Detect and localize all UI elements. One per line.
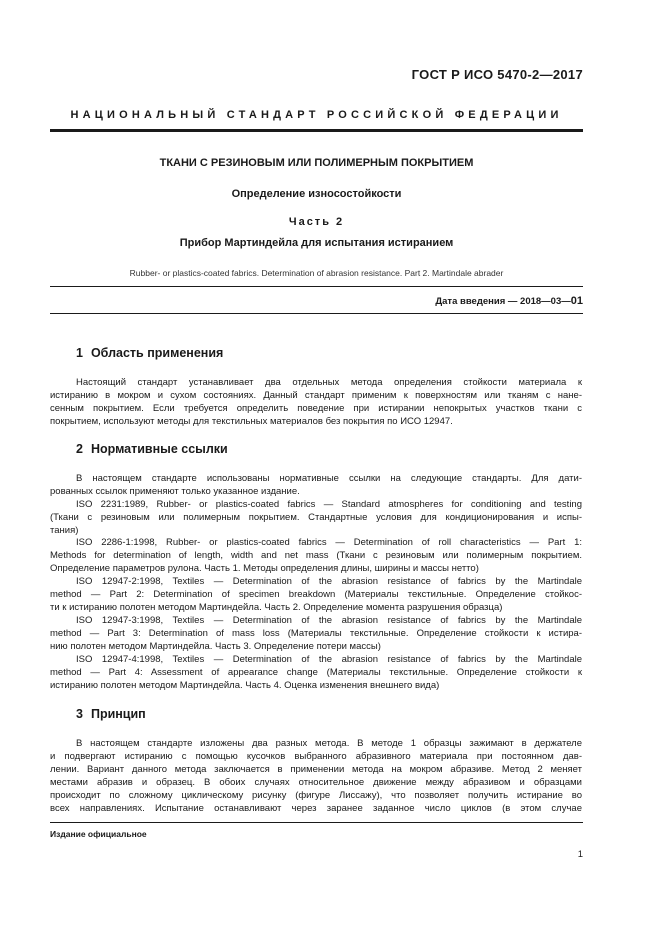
section-number: 3	[76, 707, 83, 721]
document-subtitle: Определение износостойкости	[231, 188, 402, 200]
part-title: Прибор Мартиндейла для испытания истиранием	[179, 237, 454, 249]
intro-date-day: 01	[570, 295, 583, 307]
text-line: покрытием, используют методы для текстильных материалов без покрытия по ИСО 12947.	[50, 415, 453, 427]
title-rule	[50, 286, 583, 287]
text-line: method — Part 2: Determination of specimen breakdown (Материалы текстильные. Определение стойкос-	[50, 588, 582, 600]
text-line: лении. Вариант данного метода заключается в применении метода на мокром абразиве. Метод 2 меняет	[50, 763, 582, 775]
reference-entry	[50, 576, 582, 615]
text-line: тания)	[50, 524, 79, 536]
text-line: всех направлениях. Испытание останавливают через заранее заданное число циклов (в этом случае	[50, 802, 582, 814]
text-line: В настоящем стандарте использованы нормативные ссылки на следующие стандарты. Для дати-	[76, 473, 582, 484]
page-number: 1	[577, 849, 583, 860]
text-line: местами абразив и образец. В обоих случаях относительное движение между абразивом и образцами	[50, 776, 582, 788]
text-line: ISO 12947-3:1998, Textiles — Determination of the abrasion resistance of fabrics by the Martindale	[76, 615, 582, 626]
section-title: Принцип	[90, 707, 146, 721]
section-heading	[76, 707, 146, 721]
text-line: (Ткани с резиновым или полимерным покрытием. Стандартные условия для кондиционирования и испы-	[50, 511, 582, 523]
text-line: В настоящем стандарте изложены два разных метода. В методе 1 образцы зажимают в держателе	[76, 738, 582, 749]
text-line: сенным покрытием. Если требуется определить поведение при истирании непокрытых участков ткани с	[50, 402, 582, 414]
paragraph	[50, 377, 582, 429]
reference-entry	[50, 654, 582, 693]
paragraph	[50, 473, 582, 499]
footer-rule	[50, 822, 583, 823]
intro-date	[435, 295, 583, 307]
text-line: Настоящий стандарт устанавливает два отдельных метода определения стойкости материала к	[76, 377, 582, 388]
reference-entry	[50, 615, 582, 654]
section-title: Область применения	[90, 346, 224, 360]
official-edition-label: Издание официальное	[50, 829, 147, 839]
text-line: ти к истиранию полотен методом Мартиндейла. Часть 2. Определение момента разрушения образца)	[50, 601, 503, 613]
text-line: истиранию полотен методом Мартиндейла. Часть 4. Оценка изменения внешнего вида)	[50, 679, 440, 691]
section-number: 1	[76, 346, 83, 360]
text-line: ISO 12947-4:1998, Textiles — Determination of the abrasion resistance of fabrics by the Martindale	[76, 654, 582, 665]
text-line: рованных ссылок применяют только указанное издание.	[50, 485, 300, 497]
standard-code: ГОСТ Р ИСО 5470-2—2017	[411, 67, 583, 82]
text-line: Methods for determination of length, width and net mass (Ткани с резиновым или полимерным покрытием.	[50, 549, 582, 561]
text-line: происходит по сложному циклическому рисунку (фигуре Лиссажу), что позволяет получить истирание во	[50, 789, 582, 801]
section-heading	[76, 346, 223, 360]
text-line: истиранию в мокром и сухом состояниях. Данный стандарт применим к поверхностям или тканям с нане-	[50, 389, 582, 401]
header-rule	[50, 129, 583, 132]
intro-date-label: Дата введения — 2018—03—	[435, 296, 571, 307]
date-rule	[50, 313, 583, 314]
section-heading	[76, 442, 228, 456]
text-line: method — Part 4: Assessment of appearance change (Материалы текстильные. Определение стойкости к	[50, 666, 582, 678]
text-line: method — Part 3: Determination of mass loss (Материалы текстильные. Определение стойкости к истира-	[50, 627, 582, 639]
text-line: ISO 2231:1989, Rubber- or plastics-coated fabrics — Standard atmospheres for conditioning and testing	[76, 499, 582, 510]
reference-entry	[50, 499, 582, 538]
national-standard-banner: НАЦИОНАЛЬНЫЙ СТАНДАРТ РОССИЙСКОЙ ФЕДЕРАЦИИ	[70, 109, 563, 121]
paragraph	[50, 738, 582, 815]
section-number: 2	[76, 442, 83, 456]
text-line: Определение параметров рулона. Часть 1. Методы определения длины, ширины и массы нетто)	[50, 562, 479, 574]
text-line: ISO 2286-1:1998, Rubber- or plastics-coated fabrics — Determination of roll characteristics — Part 1:	[76, 537, 582, 548]
english-title: Rubber- or plastics-coated fabrics. Determination of abrasion resistance. Part 2. Martindale abrader	[129, 268, 504, 278]
reference-entry	[50, 537, 582, 576]
section-title: Нормативные ссылки	[90, 442, 228, 456]
text-line: и подвергают истиранию с помощью кусочков выбранного абразивного материала при постоянном дав-	[50, 750, 582, 762]
text-line: ISO 12947-2:1998, Textiles — Determination of the abrasion resistance of fabrics by the Martindale	[76, 576, 582, 587]
text-line: нию полотен методом Мартиндейла. Часть 3. Определение потери массы)	[50, 640, 381, 652]
document-title: ТКАНИ С РЕЗИНОВЫМ ИЛИ ПОЛИМЕРНЫМ ПОКРЫТИЕМ	[159, 157, 474, 169]
part-number: Часть 2	[288, 216, 345, 228]
